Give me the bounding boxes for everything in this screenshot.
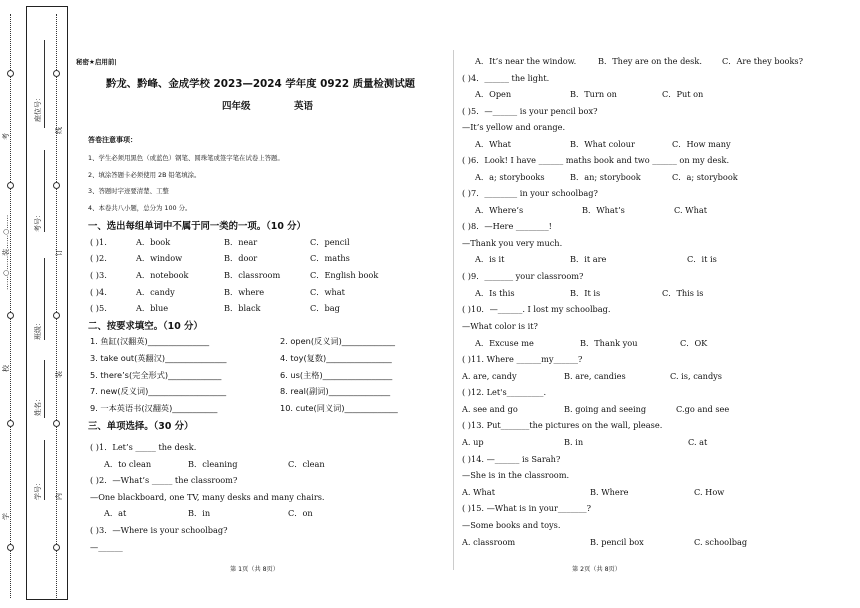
question-stem: ( )5．—______ is your pencil box? [462, 106, 598, 116]
question-stem: ( )2．—What’s _____ the classroom? [90, 475, 238, 485]
answer-option: A．a; storybooks [475, 172, 545, 182]
notice-item: 4、本卷共八小题，总分为 100 分。 [88, 204, 192, 212]
answer-option: B．Turn on [570, 89, 617, 99]
answer-option: C．Are they books? [722, 56, 804, 66]
exam-number-label: 考号： [34, 211, 42, 232]
option-a: A．blue [136, 303, 169, 313]
answer-option: A．Excuse me [475, 338, 534, 348]
option-a: A．to clean [104, 459, 152, 469]
answer-option: B．an; storybook [570, 172, 641, 182]
page-divider [453, 50, 454, 570]
option-b: B．where [224, 287, 265, 297]
circle-mark [7, 182, 14, 189]
fill-item: 4. toy(复数)________________ [280, 353, 392, 363]
answer-option: C. How [694, 487, 725, 497]
circle-mark [7, 70, 14, 77]
page-1 [76, 0, 444, 608]
answer-option: C. is, candys [670, 371, 723, 381]
notice-heading: 答卷注意事项： [88, 136, 137, 144]
question-stem: ( )14. —______ is Sarah? [462, 454, 561, 464]
inner-mark: 内 [55, 493, 63, 500]
outer-mark: ……○……装……○…… [2, 214, 10, 290]
answer-option: A. What [462, 487, 495, 497]
answer-option: B. pencil box [590, 537, 644, 547]
answer-option: B．They are on the desk. [598, 56, 702, 66]
section-3-title: 三、单项选择。（30 分） [88, 421, 194, 432]
question-line: —She is in the classroom. [462, 470, 570, 480]
circle-mark [53, 70, 60, 77]
inner-mark: 装 [55, 371, 63, 378]
option-c: C．what [310, 287, 345, 297]
outer-mark: 校 [2, 365, 10, 372]
answer-option: C. schoolbag [694, 537, 748, 547]
circle-mark [53, 312, 60, 319]
question-line: —______ [90, 542, 123, 552]
question-line: —One blackboard, one TV, many desks and many chairs. [90, 492, 325, 502]
grade-label: 四年级 [222, 101, 251, 112]
option-b: B．cleaning [188, 459, 238, 469]
answer-option: A．It’s near the window. [475, 56, 577, 66]
blank-line [44, 150, 45, 232]
fill-item: 9. 一本英语书(汉翻英)___________ [90, 403, 218, 413]
answer-option: A. are, candy [462, 371, 517, 381]
answer-option: C．Put on [662, 89, 704, 99]
answer-option: A．Where’s [475, 205, 524, 215]
circle-mark [53, 182, 60, 189]
question-stem: ( )10．—______. I lost my schoolbag. [462, 304, 611, 314]
binding-margin [0, 0, 72, 608]
answer-option: C. at [688, 437, 708, 447]
option-c: C．on [288, 508, 313, 518]
fill-item: 10. cute(同义词)_____________ [280, 403, 398, 413]
subject-label: 英语 [294, 101, 314, 112]
answer-option: A．is it [475, 254, 505, 264]
answer-option: B. are, candies [564, 371, 626, 381]
circle-mark [53, 420, 60, 427]
answer-option: A. see and go [462, 404, 518, 414]
question-stem: ( )4．______ the light. [462, 73, 550, 83]
blank-line [44, 40, 45, 128]
option-b: B．classroom [224, 270, 281, 280]
notice-item: 1、学生必须用黑色（或蓝色）钢笔、圆珠笔或签字笔在试卷上答题。 [88, 154, 284, 162]
outer-dotted-line [10, 14, 11, 598]
circle-mark [7, 420, 14, 427]
question-number: ( )2. [90, 253, 107, 263]
circle-mark [7, 312, 14, 319]
answer-option: C. What [674, 205, 708, 215]
answer-option: B．What colour [570, 139, 635, 149]
option-b: B．door [224, 253, 258, 263]
question-line: —Some books and toys. [462, 520, 561, 530]
fill-item: 1. 鱼缸(汉翻英)_______________ [90, 336, 210, 346]
seat-label: 座位号： [34, 94, 42, 122]
question-stem: ( )3．—Where is your schoolbag? [90, 525, 228, 535]
question-stem: ( )1．Let’s _____ the desk. [90, 442, 197, 452]
fill-item: 5. there’s(完全形式)_____________ [90, 370, 222, 380]
question-stem: ( )8．—Here ________! [462, 221, 552, 231]
question-line: —What color is it? [462, 321, 538, 331]
secret-mark: 秘密★启用前| [76, 58, 117, 66]
question-number: ( )4. [90, 287, 107, 297]
exam-title: 黔龙、黔峰、金成学校 2023—2024 学年度 0922 质量检测试题 [106, 78, 416, 90]
answer-option: B. in [564, 437, 584, 447]
inner-mark: 订 [55, 249, 63, 256]
fill-item: 8. real(副词)_______________ [280, 386, 391, 396]
answer-option: A．Open [475, 89, 512, 99]
question-line: —It’s yellow and orange. [462, 122, 566, 132]
student-number-label: 学号： [34, 479, 42, 500]
question-stem: ( )7．________ in your schoolbag? [462, 188, 598, 198]
answer-option: C.go and see [676, 404, 730, 414]
section-2-title: 二、按要求填空。（10 分） [88, 321, 203, 332]
blank-line [44, 440, 45, 500]
answer-option: A．What [475, 139, 511, 149]
blank-line [44, 258, 45, 340]
option-a: A．notebook [136, 270, 189, 280]
class-label: 班级： [34, 319, 42, 340]
answer-option: B．It is [570, 288, 601, 298]
option-c: C．English book [310, 270, 379, 280]
outer-mark: 学 [2, 513, 10, 520]
name-label: 姓名： [34, 395, 42, 416]
page-footer: 第 1页（共 8页） [230, 566, 279, 573]
question-stem: ( )6．Look! I have ______ maths book and two ______ on my desk. [462, 155, 730, 165]
answer-option: C．OK [680, 338, 708, 348]
option-c: C．clean [288, 459, 325, 469]
answer-option: C．How many [672, 139, 731, 149]
answer-option: C．a; storybook [672, 172, 738, 182]
question-number: ( )3. [90, 270, 107, 280]
option-c: C．pencil [310, 237, 350, 247]
answer-option: A. classroom [462, 537, 516, 547]
option-b: B．in [188, 508, 211, 518]
inner-mark: 线 [55, 127, 63, 134]
option-b: B．near [224, 237, 258, 247]
fill-item: 2. open(反义词)_____________ [280, 336, 396, 346]
page-footer: 第 2页（共 8页） [572, 566, 621, 573]
notice-item: 2、填涂答题卡必须使用 2B 铅笔填涂。 [88, 171, 201, 179]
answer-option: B．Thank you [580, 338, 638, 348]
option-a: A．at [104, 508, 127, 518]
blank-line [44, 360, 45, 418]
fill-item: 6. us(主格)_________________ [280, 370, 393, 380]
answer-option: B．it are [570, 254, 607, 264]
notice-item: 3、答题时字迹要清楚、工整 [88, 187, 169, 195]
section-1-title: 一、选出每组单词中不属于同一类的一项。（10 分） [88, 221, 306, 232]
circle-mark [7, 544, 14, 551]
option-a: A．candy [136, 287, 175, 297]
answer-option: C．This is [662, 288, 704, 298]
option-c: C．bag [310, 303, 340, 313]
answer-option: B．What’s [582, 205, 625, 215]
answer-option: B. Where [590, 487, 629, 497]
inner-dotted-line [56, 14, 57, 598]
question-line: —Thank you very much. [462, 238, 563, 248]
option-b: B．black [224, 303, 261, 313]
circle-mark [53, 544, 60, 551]
answer-option: A. up [462, 437, 484, 447]
question-stem: ( )12. Let's_________. [462, 387, 547, 397]
option-a: A．window [136, 253, 183, 263]
question-stem: ( )13. Put_______the pictures on the wall, please. [462, 420, 663, 430]
question-stem: ( )15. —What is in your_______? [462, 503, 591, 513]
question-number: ( )1. [90, 237, 107, 247]
option-a: A．book [136, 237, 171, 247]
answer-option: C．it is [687, 254, 717, 264]
option-c: C．maths [310, 253, 350, 263]
page-2 [462, 0, 852, 608]
answer-option: B. going and seeing [564, 404, 647, 414]
fill-item: 7. new(反义词)___________________ [90, 386, 227, 396]
question-stem: ( )9．_______ your classroom? [462, 271, 584, 281]
answer-option: A．Is this [475, 288, 515, 298]
outer-mark: 考 [2, 133, 10, 140]
question-number: ( )5. [90, 303, 107, 313]
question-stem: ( )11. Where ______my______? [462, 354, 583, 364]
fill-item: 3. take out(英翻汉)_______________ [90, 353, 227, 363]
